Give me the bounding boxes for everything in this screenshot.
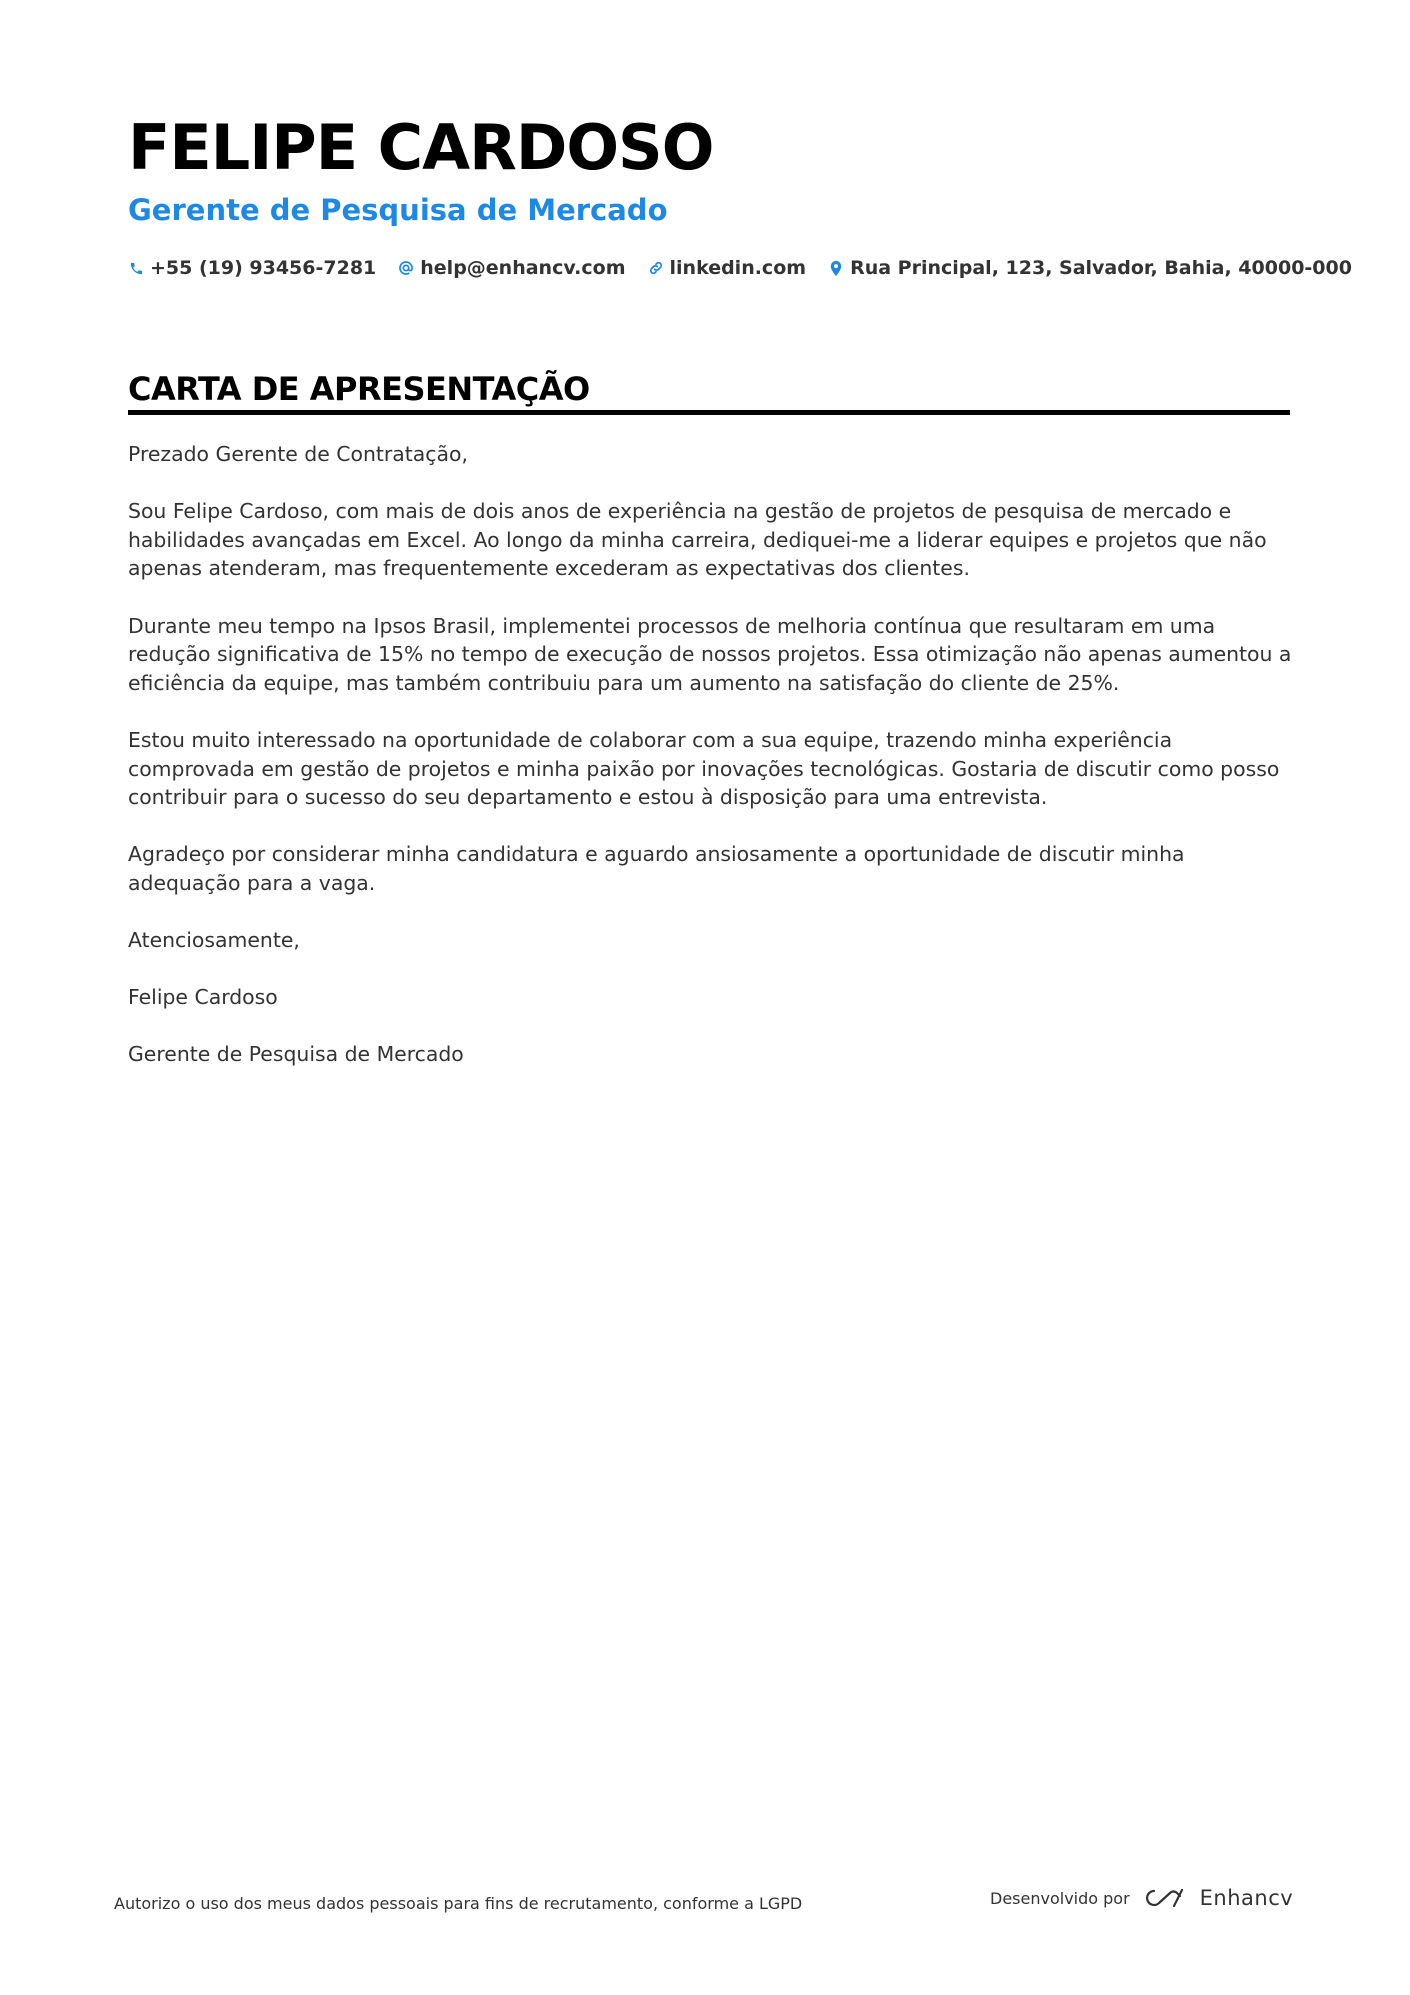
letter-closing: Atenciosamente, <box>128 928 300 953</box>
contact-linkedin <box>648 257 807 279</box>
email-address: help@enhancv.com <box>420 257 626 279</box>
signature-name: Felipe Cardoso <box>128 985 278 1010</box>
location-pin-icon <box>828 259 844 277</box>
letter-paragraph: Agradeço por considerar minha candidatura e aguardo ansiosamente a oportunidade de discutir minha adequação para a vaga. <box>128 842 1185 895</box>
candidate-title: Gerente de Pesquisa de Mercado <box>128 193 668 227</box>
footer-consent: Autorizo o uso dos meus dados pessoais para fins de recrutamento, conforme a LGPD <box>114 1894 803 1913</box>
signature-title: Gerente de Pesquisa de Mercado <box>128 1042 464 1067</box>
letter-paragraph: Estou muito interessado na oportunidade de colaborar com a sua equipe, trazendo minha experiência comprovada em gestão de projetos e minha paixão por inovações tecnológicas. Gostaria de discutir como posso contribuir para o sucesso do seu departamento e estou à disposição para uma entrevista. <box>128 727 1280 810</box>
link-icon <box>648 259 664 277</box>
contact-bar <box>128 252 1374 284</box>
enhancv-logo <box>1142 1886 1294 1910</box>
footer-powered-by <box>990 1886 1293 1910</box>
phone-number: +55 (19) 93456-7281 <box>150 257 377 279</box>
candidate-name: FELIPE CARDOSO <box>128 111 714 184</box>
section-title: CARTA DE APRESENTAÇÃO <box>128 370 590 408</box>
street-address: Rua Principal, 123, Salvador, Bahia, 40000-000 <box>850 257 1352 279</box>
at-icon <box>398 259 414 277</box>
contact-address <box>828 257 1352 279</box>
enhancv-mark-icon <box>1142 1886 1188 1910</box>
enhancv-wordmark: Enhancv <box>1199 1886 1294 1910</box>
powered-by-label: Desenvolvido por <box>990 1888 1130 1908</box>
phone-icon <box>128 259 144 277</box>
section-divider <box>128 410 1290 415</box>
letter-paragraph: Durante meu tempo na Ipsos Brasil, implementei processos de melhoria contínua que resultaram em uma redução significativa de 15% no tempo de execução de nossos projetos. Essa otimização não apenas aumentou a eficiência da equipe, mas também contribuiu para um aumento na satisfação do cliente de 25%. <box>128 613 1292 695</box>
contact-phone <box>128 257 376 279</box>
contact-email <box>398 257 625 279</box>
linkedin-url: linkedin.com <box>669 257 807 279</box>
letter-paragraph: Sou Felipe Cardoso, com mais de dois anos de experiência na gestão de projetos de pesquisa de mercado e habilidades avançadas em Excel. Ao longo da minha carreira, dediquei-me a liderar equipes e projetos que não apenas atenderam, mas frequentemente excederam as expectativas dos clientes. <box>128 499 1267 581</box>
letter-body <box>128 440 1293 1098</box>
letter-greeting: Prezado Gerente de Contratação, <box>128 442 468 466</box>
